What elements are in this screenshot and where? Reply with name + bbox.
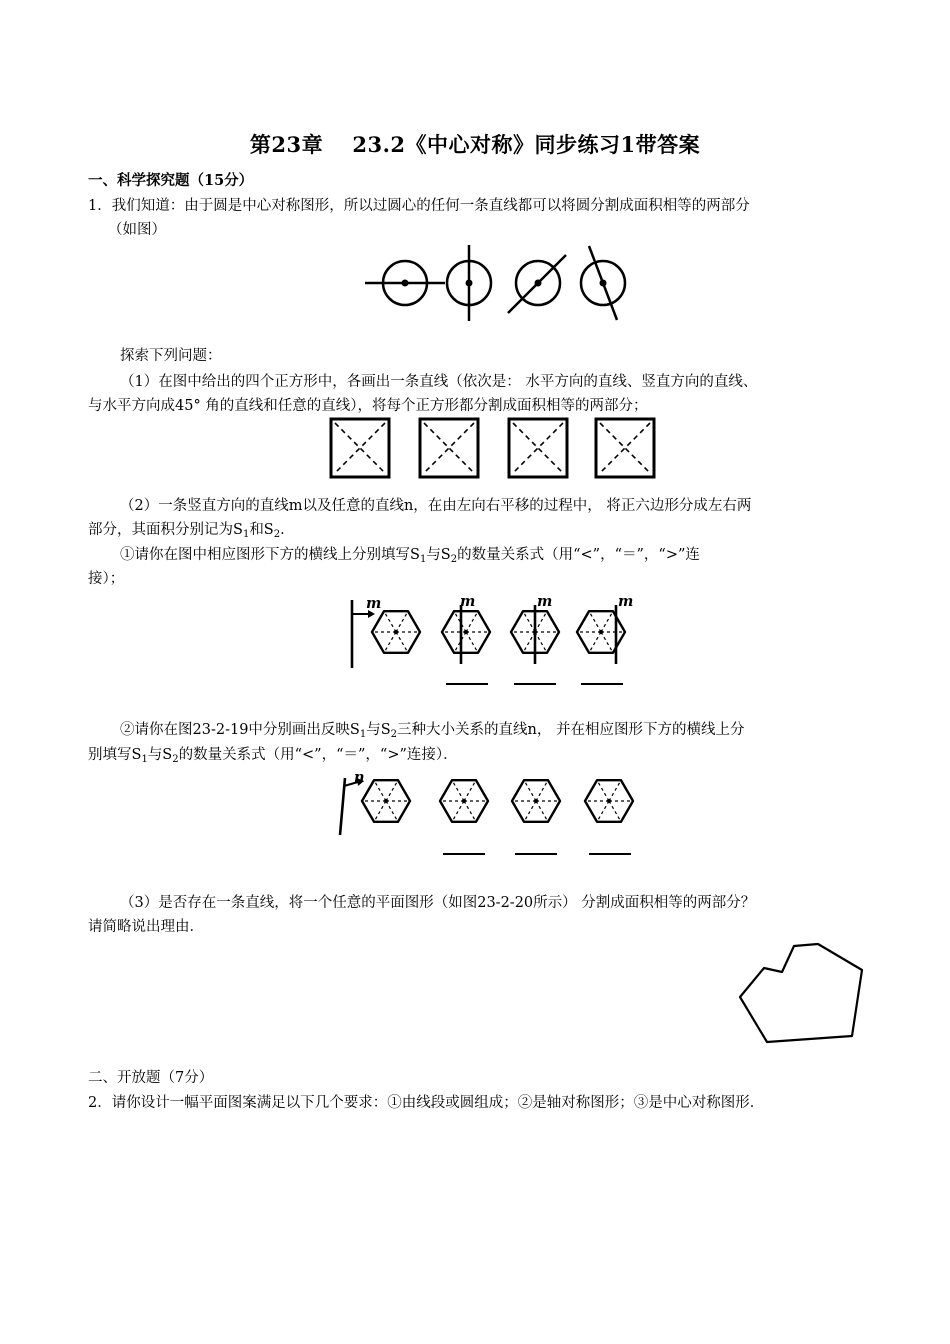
s2-subscript: 2 bbox=[450, 554, 458, 565]
explore-label: 探索下列问题： bbox=[120, 348, 222, 364]
p2b-text-b: 与S bbox=[366, 722, 391, 738]
p2-line2-text-a: 部分，其面积分别记为S bbox=[88, 522, 243, 538]
label-n: n bbox=[354, 769, 365, 786]
p2b2-text-c: 的数量关系式（用“<”，“＝”，“>”连接）． bbox=[178, 747, 458, 763]
p3-line2: 请简略说出理由． bbox=[88, 919, 204, 935]
label-m-1: m bbox=[366, 595, 382, 612]
label-m-3: m bbox=[537, 593, 553, 610]
page-title: 第23章 23.2《中心对称》同步练习1带答案 bbox=[249, 132, 701, 157]
p2a-text-b: 与S bbox=[426, 547, 451, 563]
p2-line2-text-b: 和S bbox=[249, 522, 274, 538]
p2b-text-c: 三种大小关系的直线n， 并在相应图形下方的横线上分 bbox=[397, 722, 745, 738]
s1-subscript: 1 bbox=[141, 754, 148, 765]
p2b-text-a: ②请你在图23-2-19中分别画出反映S bbox=[120, 722, 360, 738]
p2b2-text-b: 与S bbox=[147, 747, 173, 763]
s2-subscript: 2 bbox=[172, 754, 179, 765]
s2-subscript: 2 bbox=[273, 529, 281, 540]
p2a-text-a: ①请你在图中相应图形下方的横线上分别填写S bbox=[120, 547, 420, 563]
s1-subscript: 1 bbox=[359, 729, 367, 740]
p3-line1: （3）是否存在一条直线，将一个任意的平面图形（如图23-2-20所示） 分割成面积相等的两部分？ bbox=[120, 895, 756, 911]
label-m-4: m bbox=[618, 593, 634, 610]
p2a-text-c: 的数量关系式（用“<”，“＝”，“>”连 bbox=[457, 547, 700, 563]
q1-intro-line2: （如图） bbox=[108, 222, 166, 238]
section1-heading: 一、科学探究题（15分） bbox=[88, 172, 254, 189]
section2-heading: 二、开放题（7分） bbox=[88, 1070, 214, 1086]
irregular-polygon bbox=[740, 944, 862, 1042]
p2-line1: （2）一条竖直方向的直线m以及任意的直线n，在由左向右平移的过程中， 将正六边形分成左右两 bbox=[120, 498, 752, 514]
s2-subscript: 2 bbox=[390, 729, 398, 740]
q2-text: 2．请你设计一幅平面图案满足以下几个要求：①由线段或圆组成；②是轴对称图形；③是中心对称图形． bbox=[88, 1095, 765, 1111]
p1-line2: 与水平方向成45° 角的直线和任意的直线），将每个正方形都分割成面积相等的两部分； bbox=[88, 398, 648, 414]
p1-line1: （1）在图中给出的四个正方形中，各画出一条直线（依次是： 水平方向的直线、竖直方向的直线、 bbox=[120, 374, 758, 390]
p2a-line2: 接）； bbox=[88, 571, 125, 587]
label-m-2: m bbox=[460, 593, 476, 610]
p2b2-text-a: 别填写S bbox=[88, 747, 142, 763]
p2-line2-text-c: ． bbox=[280, 522, 295, 538]
q1-intro-line1: 1．我们知道：由于圆是中心对称图形，所以过圆心的任何一条直线都可以将圆分割成面积相等的两部分 bbox=[88, 198, 750, 214]
s1-subscript: 1 bbox=[419, 554, 427, 565]
s1-subscript: 1 bbox=[242, 529, 250, 540]
